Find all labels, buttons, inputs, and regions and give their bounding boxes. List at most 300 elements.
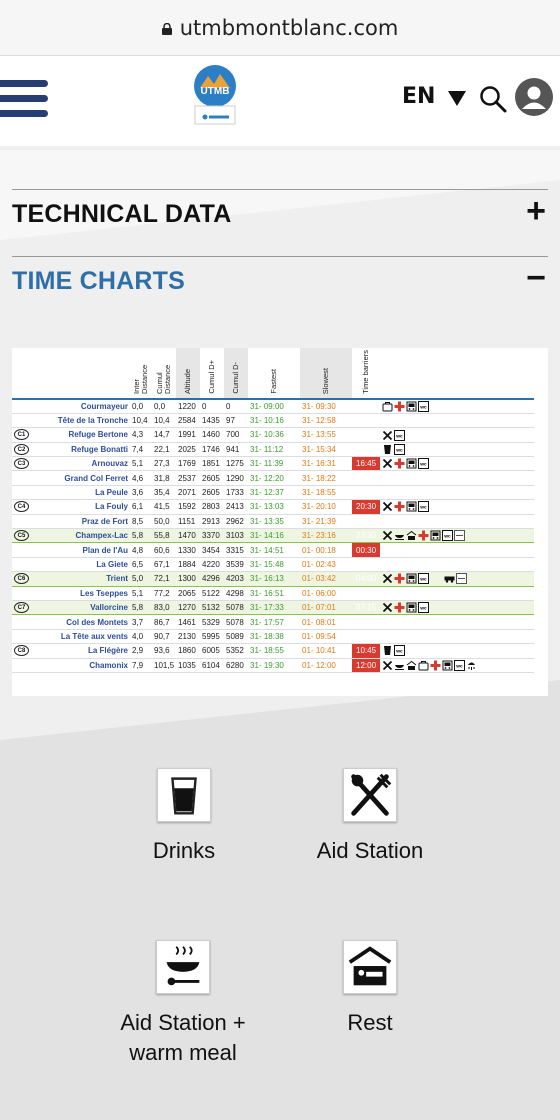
table-row [12, 471, 534, 485]
altitude-cell: 2537 [176, 471, 200, 485]
services-icons-cell [380, 629, 534, 643]
cumul-dplus-cell: 6005 [200, 644, 224, 658]
slowest-time-cell: 01- 07:01 [300, 600, 352, 614]
checkpoint-name: Praz de Fort [34, 514, 130, 528]
slowest-time-cell: 01- 00:18 [300, 543, 352, 557]
checkpoint-name: Refuge Bertone [34, 428, 130, 442]
slowest-time-cell: 31- 12:58 [300, 413, 352, 427]
cumul-dminus-cell: 4203 [224, 572, 248, 586]
cumul-dminus-cell: 3315 [224, 543, 248, 557]
cumul-dplus-cell: 1851 [200, 457, 224, 471]
fork-icon [382, 573, 394, 583]
cumul-distance-cell: 101,5 [152, 658, 176, 672]
time-barrier-cell [352, 615, 380, 629]
cross-icon [418, 530, 430, 540]
time-barrier-cell: 07:15 [352, 600, 380, 614]
fastest-time-cell: 31- 16:13 [248, 572, 300, 586]
altitude-cell: 1270 [176, 600, 200, 614]
checkpoint-name: Courmayeur [34, 399, 130, 413]
cumul-distance-cell: 93,6 [152, 644, 176, 658]
inter-distance-cell: 10,4 [130, 413, 152, 427]
fastest-time-cell: 31- 17:57 [248, 615, 300, 629]
bag-icon [418, 660, 430, 670]
url-text: utmbmontblanc.com [179, 15, 399, 40]
checkpoint-badge [12, 586, 34, 600]
cumul-dminus-cell: 3539 [224, 557, 248, 571]
slowest-time-cell: 01- 06:00 [300, 586, 352, 600]
table-header-row [12, 348, 534, 399]
altitude-cell: 1330 [176, 543, 200, 557]
cumul-dminus-cell: 5089 [224, 629, 248, 643]
cross-icon [394, 573, 406, 583]
checkpoint-name: Vallorcine [34, 600, 130, 614]
column-header: Fastest [269, 369, 279, 394]
cumul-dminus-cell: 5078 [224, 600, 248, 614]
table-row [12, 644, 534, 658]
cumul-distance-cell: 14,7 [152, 428, 176, 442]
cumul-dplus-cell: 1460 [200, 428, 224, 442]
time-barrier-cell [352, 514, 380, 528]
time-barrier-cell: 16:45 [352, 457, 380, 471]
table-row [12, 557, 534, 571]
bus-icon [430, 530, 442, 540]
wc-icon [418, 501, 430, 511]
checkpoint-badge: C1 [12, 428, 34, 442]
svg-text:wc: wc [396, 434, 403, 440]
wc-icon [418, 401, 430, 411]
checkpoint-badge [12, 514, 34, 528]
time-barrier-cell [352, 428, 380, 442]
cumul-dplus-cell: 2913 [200, 514, 224, 528]
inter-distance-cell: 4,3 [130, 428, 152, 442]
altitude-cell: 1592 [176, 500, 200, 514]
checkpoint-badge [12, 399, 34, 413]
bus-icon [406, 501, 418, 511]
slowest-time-cell: 31- 23:16 [300, 529, 352, 543]
fastest-time-cell: 31- 18:55 [248, 644, 300, 658]
table-row [12, 428, 534, 442]
cumul-dplus-cell: 4220 [200, 557, 224, 571]
cumul-dminus-cell: 2413 [224, 500, 248, 514]
wc-icon [442, 530, 454, 540]
services-icons-cell [380, 457, 534, 471]
altitude-cell: 1220 [176, 399, 200, 413]
altitude-cell: 2071 [176, 485, 200, 499]
column-header: Slowest [300, 348, 352, 399]
legend-warm-meal [98, 940, 268, 1068]
table-row [12, 442, 534, 456]
rest-icon [343, 940, 397, 994]
fastest-time-cell: 31- 18:38 [248, 629, 300, 643]
services-icons-cell [380, 658, 534, 672]
dash-icon [456, 573, 468, 583]
cumul-distance-cell: 77,2 [152, 586, 176, 600]
wc-icon [454, 660, 466, 670]
services-icons-cell [380, 557, 534, 571]
logo-text: UTMB [200, 86, 230, 97]
fastest-time-cell: 31- 14:16 [248, 529, 300, 543]
address-bar[interactable] [0, 0, 560, 56]
altitude-cell: 2584 [176, 413, 200, 427]
time-chart-table [12, 348, 548, 696]
services-icons-cell [380, 586, 534, 600]
checkpoint-badge [12, 413, 34, 427]
site-header [0, 56, 560, 146]
services-icons-cell [380, 485, 534, 499]
meal-icon [394, 530, 406, 540]
inter-distance-cell: 5,1 [130, 586, 152, 600]
table-row [12, 629, 534, 643]
altitude-cell: 1884 [176, 557, 200, 571]
checkpoint-badge [12, 471, 34, 485]
cumul-dminus-cell: 2962 [224, 514, 248, 528]
checkpoint-badge: C7 [12, 600, 34, 614]
services-icons-cell [380, 428, 534, 442]
cumul-distance-cell: 83,0 [152, 600, 176, 614]
user-avatar-icon[interactable] [515, 78, 553, 116]
accordion-technical-data[interactable] [12, 189, 548, 255]
checkpoint-badge [12, 557, 34, 571]
cumul-dminus-cell: 97 [224, 413, 248, 427]
fork-icon [382, 530, 394, 540]
services-icons-cell [380, 600, 534, 614]
legend-rest [310, 940, 430, 1038]
svg-text:wc: wc [396, 448, 403, 454]
checkpoint-name: Champex-Lac [34, 529, 130, 543]
svg-text:wc: wc [420, 505, 427, 511]
slowest-time-cell: 31- 20:10 [300, 500, 352, 514]
services-icons-cell [380, 442, 534, 456]
wc-icon [418, 458, 430, 468]
table-row [12, 615, 534, 629]
slowest-time-cell: 01- 03:42 [300, 572, 352, 586]
bag-icon [382, 401, 394, 411]
altitude-cell: 2025 [176, 442, 200, 456]
inter-distance-cell: 4,0 [130, 629, 152, 643]
fastest-time-cell: 31- 10:16 [248, 413, 300, 427]
checkpoint-name: Les Tseppes [34, 586, 130, 600]
altitude-cell: 2130 [176, 629, 200, 643]
services-icons-cell [380, 399, 534, 413]
cumul-dminus-cell: 5352 [224, 644, 248, 658]
services-icons-cell [380, 514, 534, 528]
wc-icon [394, 444, 406, 454]
fork-icon [382, 660, 394, 670]
wc-icon [394, 429, 406, 439]
checkpoint-badge: C4 [12, 500, 34, 514]
checkpoint-badge [12, 543, 34, 557]
time-barrier-cell: 10:45 [352, 644, 380, 658]
time-barrier-cell: 23:30 [352, 529, 380, 543]
cross-icon [394, 458, 406, 468]
cumul-dminus-cell: 1275 [224, 457, 248, 471]
services-icons-cell [380, 615, 534, 629]
wc-icon [418, 602, 430, 612]
shower-icon [466, 660, 478, 670]
cumul-distance-cell: 60,6 [152, 543, 176, 557]
table-row [12, 514, 534, 528]
cumul-distance-cell: 27,3 [152, 457, 176, 471]
wc-icon [394, 645, 406, 655]
checkpoint-name: La Peule [34, 485, 130, 499]
search-icon[interactable] [478, 84, 508, 114]
time-barrier-cell [352, 629, 380, 643]
table-row [12, 485, 534, 499]
altitude-cell: 1461 [176, 615, 200, 629]
checkpoint-name: La Fouly [34, 500, 130, 514]
table-row [12, 572, 534, 586]
accordion-title: TIME CHARTS [12, 267, 186, 295]
fork-icon [382, 458, 394, 468]
inter-distance-cell: 3,6 [130, 485, 152, 499]
drink-icon [382, 645, 394, 655]
time-barrier-cell [352, 442, 380, 456]
legend-label: Drinks [152, 838, 216, 863]
bus-icon [406, 602, 418, 612]
altitude-cell: 1860 [176, 644, 200, 658]
svg-text:wc: wc [420, 405, 427, 411]
fastest-time-cell: 31- 09:00 [248, 399, 300, 413]
bus-icon [406, 458, 418, 468]
checkpoint-name: Tête de la Tronche [34, 413, 130, 427]
checkpoint-name: Arnouvaz [34, 457, 130, 471]
inter-distance-cell: 6,1 [130, 500, 152, 514]
slowest-time-cell: 01- 08:01 [300, 615, 352, 629]
inter-distance-cell: 4,6 [130, 471, 152, 485]
bus-icon [442, 660, 454, 670]
services-icons-cell [380, 413, 534, 427]
cumul-dminus-cell: 5078 [224, 615, 248, 629]
accordion-title: TECHNICAL DATA [12, 200, 232, 228]
cumul-dplus-cell: 5122 [200, 586, 224, 600]
cumul-distance-cell: 86,7 [152, 615, 176, 629]
services-icons-cell [380, 543, 534, 557]
rest-icon [406, 530, 418, 540]
slowest-time-cell: 31- 21:39 [300, 514, 352, 528]
cumul-dplus-cell: 6104 [200, 658, 224, 672]
legend-label: Aid Station + warm meal [120, 1010, 246, 1065]
checkpoint-name: Col des Montets [34, 615, 130, 629]
menu-icon[interactable] [0, 80, 48, 122]
cumul-dminus-cell: 4298 [224, 586, 248, 600]
checkpoint-name: La Tête aux vents [34, 629, 130, 643]
checkpoint-badge: C6 [12, 572, 34, 586]
altitude-cell: 1470 [176, 529, 200, 543]
svg-text:wc: wc [420, 462, 427, 468]
fastest-time-cell: 31- 16:51 [248, 586, 300, 600]
svg-text:wc: wc [444, 534, 451, 540]
time-barrier-cell [352, 485, 380, 499]
table-row [12, 543, 534, 557]
fastest-time-cell: 31- 17:33 [248, 600, 300, 614]
inter-distance-cell: 5,8 [130, 600, 152, 614]
meal-icon [394, 660, 406, 670]
fork-icon [382, 602, 394, 612]
chevron-down-icon[interactable] [446, 88, 468, 108]
checkpoint-badge [12, 629, 34, 643]
cumul-distance-cell: 50,0 [152, 514, 176, 528]
slowest-time-cell: 31- 13:55 [300, 428, 352, 442]
car-icon [444, 573, 456, 583]
fork-icon [382, 429, 394, 439]
dash-icon [454, 530, 466, 540]
checkpoint-name: Chamonix [34, 658, 130, 672]
fastest-time-cell: 31- 13:35 [248, 514, 300, 528]
inter-distance-cell: 5,8 [130, 529, 152, 543]
inter-distance-cell: 0,0 [130, 399, 152, 413]
cumul-dplus-cell: 5995 [200, 629, 224, 643]
table-row [12, 658, 534, 672]
slowest-time-cell: 31- 15:34 [300, 442, 352, 456]
table-row [12, 399, 534, 413]
legend-label: Rest [347, 1010, 393, 1035]
time-barrier-cell [352, 557, 380, 571]
time-barrier-cell: 20:30 [352, 500, 380, 514]
fastest-time-cell: 31- 11:39 [248, 457, 300, 471]
cumul-dplus-cell: 2605 [200, 485, 224, 499]
time-barrier-cell: 04:00 [352, 572, 380, 586]
fastest-time-cell: 31- 12:37 [248, 485, 300, 499]
cumul-distance-cell: 10,4 [152, 413, 176, 427]
cross-icon [394, 401, 406, 411]
cumul-dminus-cell: 3103 [224, 529, 248, 543]
table-row [12, 600, 534, 614]
altitude-cell: 1151 [176, 514, 200, 528]
bus-icon [406, 401, 418, 411]
slowest-time-cell: 01- 10:41 [300, 644, 352, 658]
altitude-cell: 1991 [176, 428, 200, 442]
cumul-distance-cell: 90,7 [152, 629, 176, 643]
time-barrier-cell [352, 471, 380, 485]
lock-icon [162, 23, 172, 35]
slowest-time-cell: 31- 16:31 [300, 457, 352, 471]
cumul-dplus-cell: 5329 [200, 615, 224, 629]
table-row [12, 529, 534, 543]
fastest-time-cell: 31- 13:03 [248, 500, 300, 514]
fastest-time-cell: 31- 15:48 [248, 557, 300, 571]
svg-text:wc: wc [420, 577, 427, 583]
warm-meal-icon [156, 940, 210, 994]
checkpoint-badge: C8 [12, 644, 34, 658]
cumul-dminus-cell: 1290 [224, 471, 248, 485]
accordion-time-charts[interactable] [12, 256, 548, 322]
time-barrier-cell [352, 413, 380, 427]
cumul-distance-cell: 0,0 [152, 399, 176, 413]
inter-distance-cell: 4,8 [130, 543, 152, 557]
table-row [12, 413, 534, 427]
time-barrier-cell: 00:30 [352, 543, 380, 557]
cumul-distance-cell: 41,5 [152, 500, 176, 514]
cumul-dplus-cell: 2803 [200, 500, 224, 514]
svg-text:wc: wc [396, 649, 403, 655]
checkpoint-name: La Flégère [34, 644, 130, 658]
slowest-time-cell: 31- 09:30 [300, 399, 352, 413]
inter-distance-cell: 6,5 [130, 557, 152, 571]
fastest-time-cell: 31- 11:12 [248, 442, 300, 456]
services-icons-cell [380, 500, 534, 514]
slowest-time-cell: 01- 09:54 [300, 629, 352, 643]
cross-icon [394, 602, 406, 612]
checkpoint-name: Refuge Bonatti [34, 442, 130, 456]
fastest-time-cell: 31- 19:30 [248, 658, 300, 672]
cumul-dminus-cell: 1733 [224, 485, 248, 499]
checkpoint-badge [12, 485, 34, 499]
table-row [12, 457, 534, 471]
legend-label: Aid Station [316, 838, 424, 863]
checkpoint-name: Trient [34, 572, 130, 586]
checkpoint-badge: C5 [12, 529, 34, 543]
cumul-dminus-cell: 6280 [224, 658, 248, 672]
cumul-dplus-cell: 0 [200, 399, 224, 413]
time-barrier-cell: 12:00 [352, 658, 380, 672]
svg-text:wc: wc [420, 606, 427, 612]
slowest-time-cell: 01- 12:00 [300, 658, 352, 672]
legend-drinks [124, 768, 244, 866]
cumul-dminus-cell: 0 [224, 399, 248, 413]
services-icons-cell [380, 572, 534, 586]
collapse-icon[interactable]: − [526, 259, 546, 297]
checkpoint-name: Grand Col Ferret [34, 471, 130, 485]
cumul-dminus-cell: 941 [224, 442, 248, 456]
altitude-cell: 1769 [176, 457, 200, 471]
cumul-distance-cell: 72,1 [152, 572, 176, 586]
services-icons-cell [380, 471, 534, 485]
column-header: Altitude [176, 348, 200, 399]
slowest-time-cell: 31- 18:55 [300, 485, 352, 499]
fastest-time-cell: 31- 12:20 [248, 471, 300, 485]
cumul-dplus-cell: 2605 [200, 471, 224, 485]
altitude-cell: 1300 [176, 572, 200, 586]
cumul-dplus-cell: 3370 [200, 529, 224, 543]
services-icons-cell [380, 644, 534, 658]
fork-knife-icon [343, 768, 397, 822]
rest-icon [406, 660, 418, 670]
inter-distance-cell: 3,7 [130, 615, 152, 629]
inter-distance-cell: 7,9 [130, 658, 152, 672]
expand-icon[interactable]: + [526, 192, 546, 230]
language-selector[interactable]: EN [402, 84, 436, 109]
altitude-cell: 2065 [176, 586, 200, 600]
column-header: Time barriers [361, 350, 371, 394]
inter-distance-cell: 5,1 [130, 457, 152, 471]
cumul-dplus-cell: 1746 [200, 442, 224, 456]
checkpoint-name: La Giete [34, 557, 130, 571]
inter-distance-cell: 5,0 [130, 572, 152, 586]
table-row [12, 500, 534, 514]
checkpoint-badge [12, 615, 34, 629]
column-header: Inter Distance [132, 364, 149, 394]
fork-icon [382, 501, 394, 511]
svg-text:wc: wc [456, 664, 463, 670]
drink-icon [157, 768, 211, 822]
checkpoint-badge: C3 [12, 457, 34, 471]
fastest-time-cell: 31- 10:36 [248, 428, 300, 442]
checkpoint-name: Plan de l'Au [34, 543, 130, 557]
wc-icon [418, 573, 430, 583]
services-icons-cell [380, 529, 534, 543]
drink-icon [382, 444, 394, 454]
altitude-cell: 1035 [176, 658, 200, 672]
bus-icon [406, 573, 418, 583]
inter-distance-cell: 7,4 [130, 442, 152, 456]
table-row [12, 586, 534, 600]
checkpoint-badge: C2 [12, 442, 34, 456]
time-barrier-cell [352, 399, 380, 413]
cumul-dplus-cell: 5132 [200, 600, 224, 614]
cross-icon [430, 660, 442, 670]
cumul-distance-cell: 31,8 [152, 471, 176, 485]
utmb-logo[interactable] [186, 64, 244, 126]
